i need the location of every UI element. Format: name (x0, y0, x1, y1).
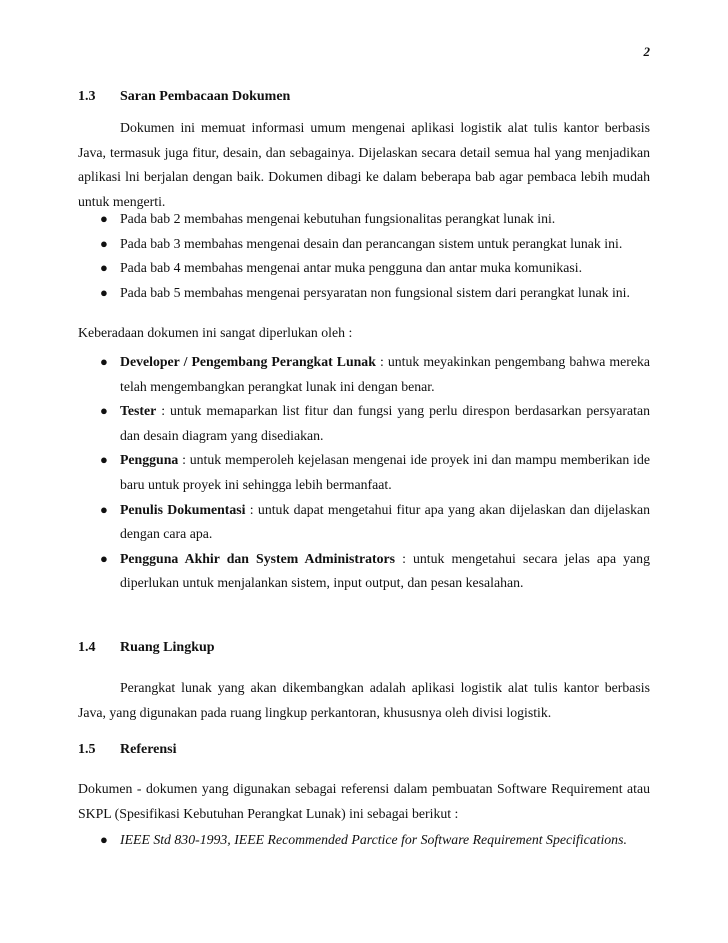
bullet-icon: ● (100, 211, 108, 226)
section-1-4-body: Perangkat lunak yang akan dikembangkan adalah aplikasi logistik alat tulis kantor berbasis Java, yang digunakan pada ruang lingkup perkantoran, khususnya oleh divisi logistik. (78, 680, 650, 720)
audience-intro: Keberadaan dokumen ini sangat diperlukan oleh : (78, 325, 353, 340)
audience-role: Pengguna (120, 452, 179, 468)
section-1-5-body: Dokumen - dokumen yang digunakan sebagai referensi dalam pembuatan Software Requirement atau SKPL (Spesifikasi Kebutuhan Perangkat Lunak) ini sebagai berikut : (78, 781, 650, 821)
audience-desc: : untuk mengetahui secara jelas apa yang diperlukan untuk menjalankan sistem, input output, dan pesan kesalahan. (120, 550, 650, 591)
page-number: 2 (643, 44, 650, 59)
list-item (78, 828, 650, 853)
section-title: Ruang Lingkup (120, 640, 215, 655)
list-item (78, 399, 650, 448)
list-item: ● Pada bab 2 membahas mengenai kebutuhan fungsionalitas perangkat lunak ini. (78, 207, 650, 232)
chapter-list (78, 207, 650, 305)
audience-role: Pengguna Akhir dan System Administrators (120, 550, 395, 566)
audience-desc: : untuk memaparkan list fitur dan fungsi yang perlu direspon berdasarkan persyaratan dan desain diagram yang disediakan. (120, 403, 650, 443)
reference-entry: IEEE Std 830-1993, IEEE Recommended Parctice for Software Requirement Specifications. (120, 832, 627, 847)
bullet-icon: ● (100, 832, 108, 847)
list-item: ● Pada bab 5 membahas mengenai persyaratan non fungsional sistem dari perangkat lunak ini. (78, 281, 650, 306)
list-item (78, 448, 650, 497)
bullet-icon: ● (100, 452, 108, 468)
bullet-icon: ● (100, 403, 108, 419)
section-heading-1-4 (78, 639, 215, 657)
bullet-icon: ● (100, 260, 108, 276)
section-heading-1-3 (78, 88, 290, 106)
section-number: 1.4 (78, 640, 96, 655)
list-item (78, 350, 650, 399)
audience-role: Tester (120, 403, 157, 419)
audience-desc: : untuk memperoleh kejelasan mengenai ide proyek ini dan mampu memberikan ide baru untuk proyek ini sehingga lebih bermanfaat. (120, 452, 650, 492)
section-title: Saran Pembacaan Dokumen (120, 89, 291, 104)
audience-desc: : untuk dapat mengetahui fitur apa yang akan dijelaskan dan dijelaskan dengan cara apa. (120, 501, 651, 542)
audience-list (78, 350, 650, 596)
list-item (78, 498, 650, 547)
section-number: 1.5 (78, 742, 96, 757)
list-item: ● Pada bab 3 membahas mengenai desain dan perancangan sistem untuk perangkat lunak ini. (78, 232, 650, 257)
bullet-icon: ● (100, 501, 108, 517)
audience-desc: : untuk meyakinkan pengembang bahwa mereka telah mengembangkan perangkat lunak ini dengan benar. (120, 354, 650, 394)
reference-list (78, 828, 650, 853)
bullet-icon: ● (100, 354, 108, 369)
audience-role: Developer / Pengembang Perangkat Lunak (120, 354, 376, 369)
section-number: 1.3 (78, 89, 96, 104)
section-heading-1-5 (78, 741, 177, 759)
list-item (78, 547, 650, 596)
section-title: Referensi (120, 742, 177, 757)
bullet-icon: ● (100, 550, 108, 566)
audience-role: Penulis Dokumentasi (120, 501, 246, 517)
list-item: ● Pada bab 4 membahas mengenai antar muka pengguna dan antar muka komunikasi. (78, 256, 650, 281)
section-1-3-intro: Dokumen ini memuat informasi umum mengenai aplikasi logistik alat tulis kantor berbasis Java, termasuk juga fitur, desain, dan sebagainya. Dijelaskan secara detail semua hal yang menjadikan aplikasi lni berjalan dengan baik. Dokumen dibagi ke dalam beberapa bab agar pembaca lebih mudah untuk mengerti. (78, 120, 650, 209)
bullet-icon: ● (100, 284, 108, 300)
bullet-icon: ● (100, 235, 108, 251)
